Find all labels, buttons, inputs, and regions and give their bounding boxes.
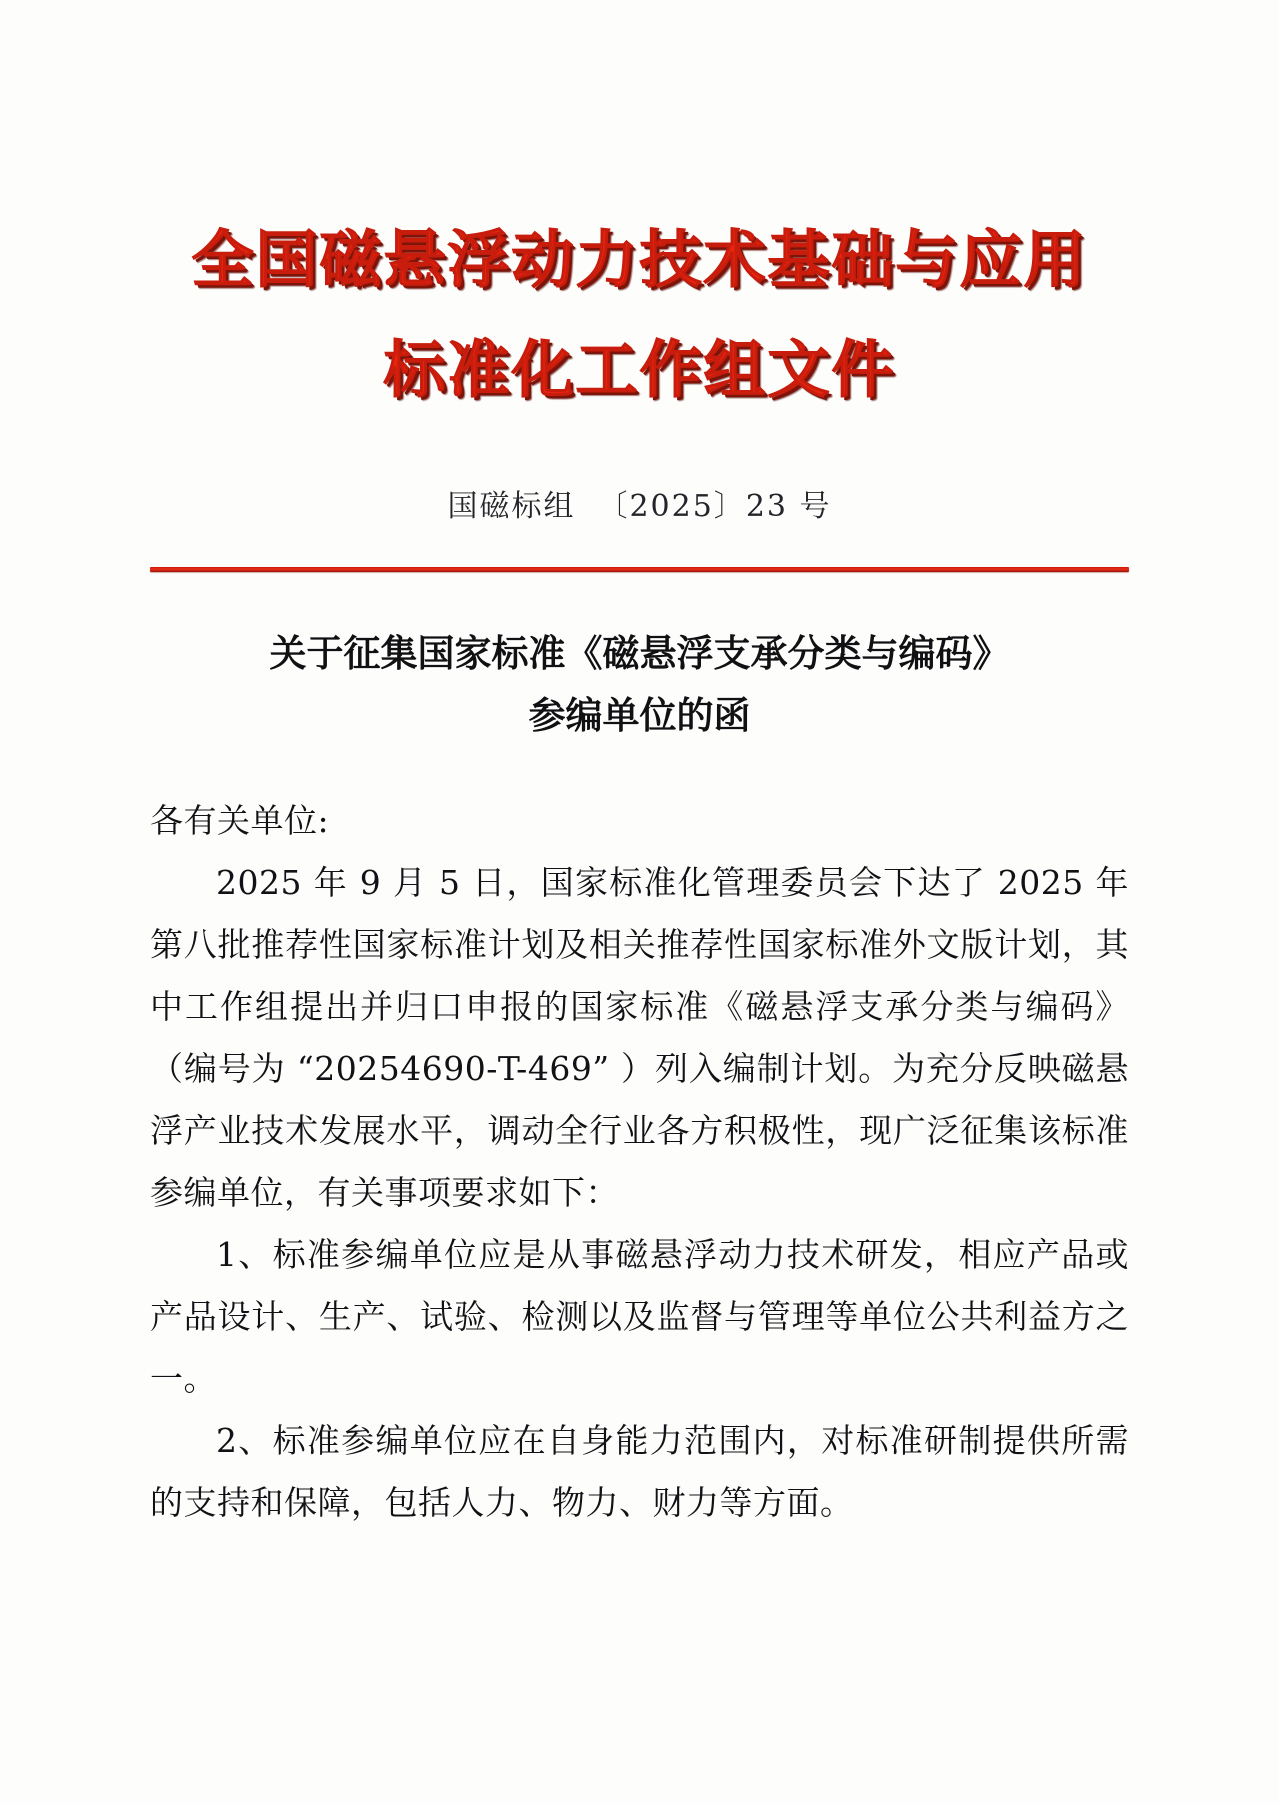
masthead-title-line-1: 全国磁悬浮动力技术基础与应用 xyxy=(191,223,1088,296)
red-separator-rule xyxy=(150,567,1129,572)
letter-title xyxy=(150,622,1129,746)
letter-body xyxy=(150,790,1129,1534)
body-paragraph-item-2: 2、标准参编单位应在自身能力范围内，对标准研制提供所需的支持和保障，包括人力、物力、财力等方面。 xyxy=(150,1421,1129,1522)
letter-title-line-2: 参编单位的函 xyxy=(528,693,751,737)
masthead-title-line-2: 标准化工作组文件 xyxy=(383,333,896,406)
document-number-year: 〔2025〕 xyxy=(597,489,746,524)
document-number xyxy=(150,481,1129,525)
body-paragraph-item-1: 1、标准参编单位应是从事磁悬浮动力技术研发，相应产品或产品设计、生产、试验、检测以及监督与管理等单位公共利益方之一。 xyxy=(150,1235,1129,1398)
document-number-serial: 23 号 xyxy=(745,489,832,524)
body-paragraph-intro: 2025 年 9 月 5 日，国家标准化管理委员会下达了 2025 年第八批推荐性国家标准计划及相关推荐性国家标准外文版计划，其中工作组提出并归口申报的国家标准《磁悬浮支承分类与编码》（编号为 “20254690-T-469” ）列入编制计划。为充分反映磁悬浮产业技术发展水平，调动全行业各方积极性，现广泛征集该标准参编单位，有关事项要求如下： xyxy=(150,863,1129,1212)
letter-title-line-1: 关于征集国家标准《磁悬浮支承分类与编码》 xyxy=(269,631,1010,675)
document-number-issuer: 国磁标组 xyxy=(447,489,576,524)
masthead xyxy=(150,0,1129,425)
salutation: 各有关单位: xyxy=(150,801,330,840)
